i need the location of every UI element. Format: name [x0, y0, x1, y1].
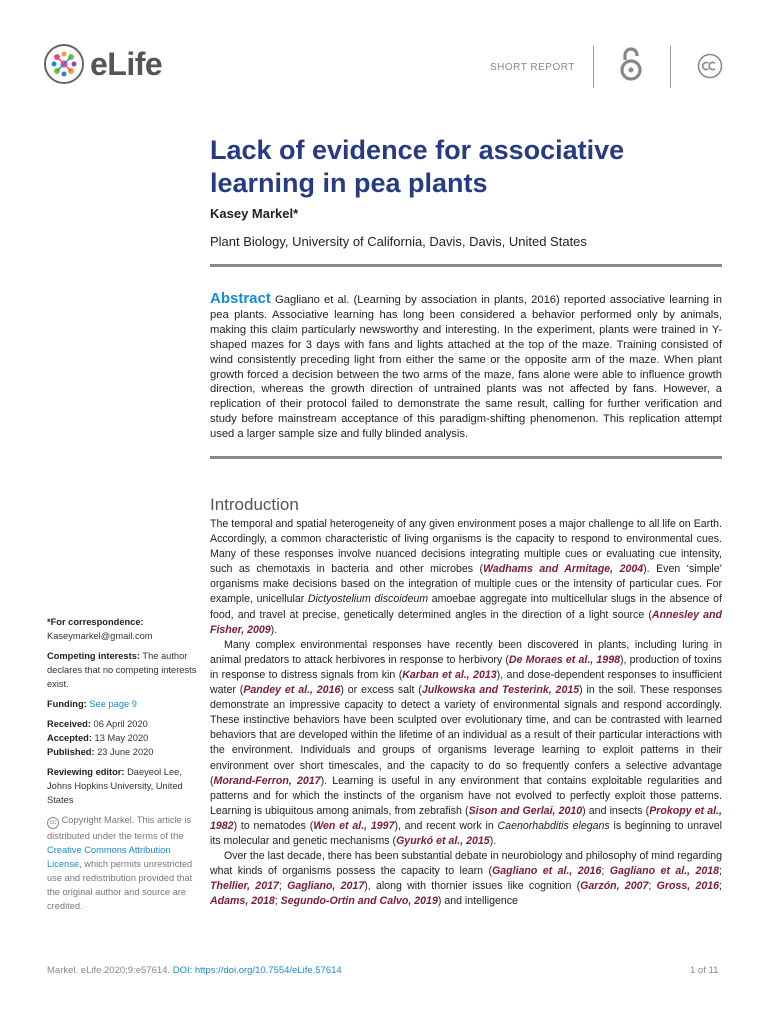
- copyright-text-end: which permits unrestricted use and redistribution provided that the original author and source are credited.: [47, 859, 193, 911]
- text-run: ;: [719, 865, 722, 878]
- text-run: ) and insects (: [582, 804, 650, 817]
- abstract: [210, 292, 722, 442]
- text-run: ). Learning is useful in any environment that contains exploitable regularities and patterns and for which the instincts of the organism have not evolved to perfectly exploit those patterns. Learning is ubiquitous among animals, from zebrafish (: [210, 774, 723, 817]
- article-title: Lack of evidence for associative learning in pea plants: [210, 135, 625, 198]
- text-run: is beginning to unravel its molecular and genetic mechanisms (: [210, 819, 722, 847]
- reference-link[interactable]: Gyurkó et al., 2015: [396, 834, 490, 847]
- reference-link[interactable]: Sison and Gerlai, 2010: [468, 804, 583, 817]
- open-access-lock-icon: [617, 46, 645, 87]
- reviewing-editor: Daeyeol Lee, Johns Hopkins University, United States: [47, 767, 183, 805]
- correspondence-block: [47, 615, 197, 643]
- reference-link[interactable]: Gagliano et al., 2018: [609, 865, 720, 878]
- text-run: ;: [648, 880, 657, 893]
- text-run: ) in the soil. These responses demonstrate an impressive capacity to detect a variety of environmental signals and respond accordingly. These instinctive behaviors have been sculpted over evolutionary time, and can be contrasted with learned behaviors that are developed within the lifetime of an individual as a result of their particular interactions with the environment. Individuals and groups of organisms leverage learning to exploit patterns in their environment over short timescales, and the capacity to do so frequently confers a selective advantage (: [210, 684, 722, 787]
- reference-link[interactable]: Pandey et al., 2016: [243, 684, 341, 697]
- correspondence-label: *For correspondence:: [47, 617, 144, 627]
- text-run: ).: [489, 834, 497, 847]
- reference-link[interactable]: Annesley and Fisher, 2009: [210, 608, 722, 636]
- reference-link[interactable]: Julkowska and Testerink, 2015: [421, 684, 580, 697]
- page-number: 1 of 11: [690, 965, 719, 976]
- reference-link[interactable]: Karban et al., 2013: [402, 668, 497, 681]
- copyright-text: Copyright Markel. This article is distributed under the terms of the: [47, 815, 192, 841]
- text-run: ) or excess salt (: [340, 684, 422, 697]
- introduction-heading: Introduction: [210, 495, 299, 514]
- text-run: The temporal and spatial heterogeneity of any given environment poses a major challenge to all life on Earth. Accordingly, a common characteristic of living organisms is the capacity to respond to environmental cues. Many of these responses involve nuanced decisions integrating multiple cues or evaluating cue intensity, such as chemotaxis in bacteria and other microbes (: [210, 518, 722, 576]
- introduction-body: [210, 517, 722, 909]
- text-run: ;: [278, 880, 288, 893]
- section-divider: [210, 456, 722, 459]
- reference-link[interactable]: Thellier, 2017: [210, 880, 279, 893]
- reference-link[interactable]: Gross, 2016: [656, 880, 720, 893]
- abstract-heading: Abstract: [210, 290, 271, 307]
- creative-commons-link[interactable]: Creative Commons Attribution License,: [47, 845, 171, 869]
- accepted-label: Accepted:: [47, 733, 92, 743]
- text-run: ) and intelligence: [437, 895, 518, 908]
- received-label: Received:: [47, 719, 91, 729]
- text-run: ). Even ‘simple’ organisms make decisions based on the integration of multiple cues or the intensity of particular cues. For example, unicellular: [210, 563, 723, 606]
- correspondence-email[interactable]: Kaseymarkel@gmail.com: [47, 631, 153, 641]
- author-list[interactable]: Kasey Markel*: [210, 206, 299, 221]
- section-divider: [210, 264, 722, 267]
- reference-link[interactable]: Wen et al., 1997: [313, 819, 395, 832]
- copyright-cc-icon: cc: [47, 817, 59, 829]
- article-info-sidebar: [47, 615, 197, 919]
- header-divider: [593, 46, 594, 88]
- author-affiliation: Plant Biology, University of California, Davis, Davis, United States: [210, 234, 587, 249]
- reference-link[interactable]: Garzón, 2007: [580, 880, 649, 893]
- reference-link[interactable]: Wadhams and Armitage, 2004: [483, 563, 644, 576]
- text-run: ;: [274, 895, 281, 908]
- text-run: ), production of toxins in response to distress signals from kin (: [210, 653, 722, 681]
- creative-commons-icon: [697, 53, 723, 84]
- reference-link[interactable]: Gagliano, 2017: [287, 880, 365, 893]
- funding-block: [47, 697, 197, 711]
- text-run: ), along with thornier issues like cognition (: [364, 880, 581, 893]
- reference-link[interactable]: Segundo-Ortin and Calvo, 2019: [280, 895, 438, 908]
- reviewing-editor-block: [47, 765, 197, 807]
- reference-link[interactable]: De Moraes et al., 1998: [508, 653, 620, 666]
- text-run: Over the last decade, there has been substantial debate in neurobiology and philosophy of mind regarding what kinds of organisms possess the capacity to learn (: [210, 850, 722, 878]
- published-date: 23 June 2020: [97, 747, 154, 757]
- funding-label: Funding:: [47, 699, 87, 709]
- dates-block: [47, 717, 197, 759]
- text-run: ;: [601, 865, 610, 878]
- competing-interests-label: Competing interests:: [47, 651, 140, 661]
- text-run: ), and dose-dependent responses to insufficient water (: [210, 668, 722, 697]
- copyright-block: [47, 813, 197, 913]
- published-label: Published:: [47, 747, 95, 757]
- elife-logo-text: eLife: [90, 45, 163, 82]
- reference-link[interactable]: Adams, 2018: [210, 895, 275, 908]
- species-name: Dictyostelium discoideum: [307, 593, 429, 606]
- text-run: ) to nematodes (: [233, 819, 314, 832]
- accepted-date: 13 May 2020: [94, 733, 149, 743]
- received-date: 06 April 2020: [93, 719, 148, 729]
- article-type-label: SHORT REPORT: [490, 62, 575, 73]
- elife-logo[interactable]: [44, 44, 162, 84]
- reviewing-editor-label: Reviewing editor:: [47, 767, 125, 777]
- competing-interests-text: The author declares that no competing interests exist.: [47, 651, 197, 689]
- paragraph: [210, 517, 722, 638]
- reference-link[interactable]: Gagliano et al., 2016: [492, 865, 602, 878]
- paragraph: [210, 638, 722, 849]
- text-run: amoebae aggregate into multicellular slugs in the absence of food, and travel at precise, genetically determined angles in the direction of a light source (: [210, 593, 722, 621]
- text-run: Many complex environmental responses have recently been discovered in plants, including luring in animal predators to attack herbivores in response to herbivory (: [210, 638, 722, 666]
- header-divider: [670, 46, 671, 88]
- citation-text: Markel. eLife 2020;9:e57614.: [47, 965, 171, 976]
- text-run: ;: [719, 880, 722, 893]
- elife-logo-icon: [44, 44, 84, 84]
- paragraph: [210, 849, 722, 909]
- reference-link[interactable]: Morand-Ferron, 2017: [213, 774, 321, 787]
- reference-link[interactable]: Prokopy et al., 1982: [210, 804, 722, 832]
- species-name: Caenorhabditis elegans: [497, 819, 610, 832]
- doi-link[interactable]: https://doi.org/10.7554/eLife.57614: [194, 965, 342, 976]
- competing-interests-block: [47, 649, 197, 691]
- text-run: ).: [270, 623, 278, 636]
- abstract-text: Gagliano et al. (Learning by association in plants, 2016) reported associative learning in pea plants. Associative learning has long been considered a behavior performed only by animals, making this claim particularly newsworthy and interesting. In the experiment, plants were trained in Y-shaped mazes for 3 days with fans and lights attached at the top of the maze. Training consisted of wind consistently preceding light from either the same or the opposite arm of the maze. When plant growth forced a decision between the two arms of the maze, fans alone were able to influence growth direction, whereas the growth direction of untrained plants was not affected by fans. However, a replication of their protocol failed to demonstrate the same result, calling for further verification and study before mainstream acceptance of this paradigm-shifting phenomenon. This replication attempt used a larger sample size and fully blinded analysis.: [210, 294, 723, 441]
- footer-citation: [47, 965, 342, 976]
- funding-link[interactable]: See page 9: [89, 699, 137, 709]
- text-run: ), and recent work in: [394, 819, 498, 832]
- doi-label: DOI:: [172, 965, 193, 976]
